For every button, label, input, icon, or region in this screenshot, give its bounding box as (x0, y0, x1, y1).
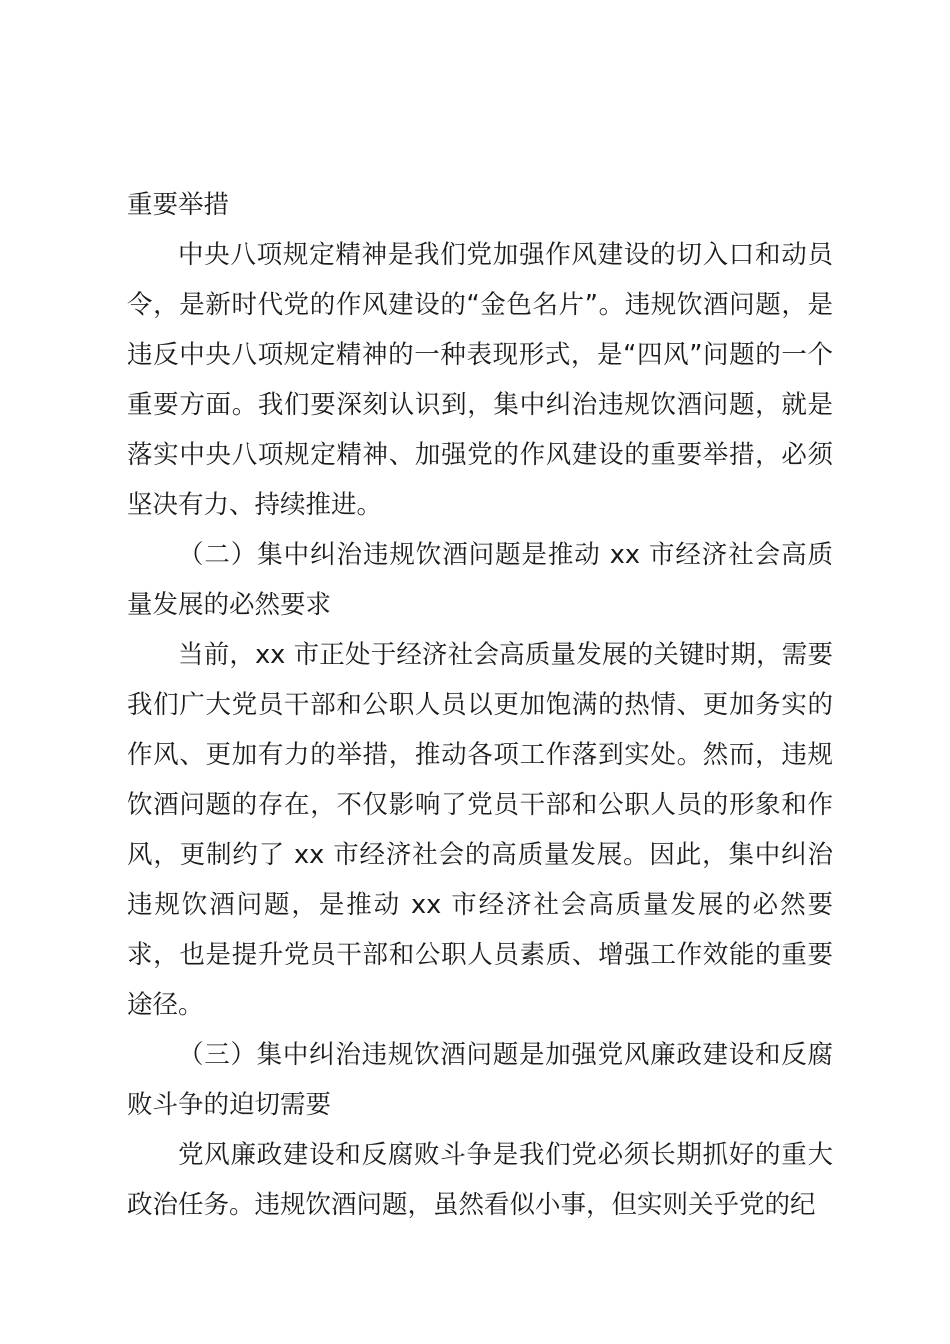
paragraph-body: 党风廉政建设和反腐败斗争是我们党必须长期抓好的重大政治任务。违规饮酒问题，虽然看似小事，但实则关乎党的纪 (127, 1140, 833, 1220)
document-body (127, 180, 833, 1230)
paragraph-continuation: 重要举措 (127, 190, 230, 220)
paragraph-body: 当前，xx 市正处于经济社会高质量发展的关键时期，需要我们广大党员干部和公职人员以更加饱满的热情、更加务实的作风、更加有力的举措，推动各项工作落到实处。然而，违规饮酒问题的存在，不仅影响了党员干部和公职人员的形象和作风，更制约了 xx 市经济社会的高质量发展。因此，集中纠治违规饮酒问题，是推动 xx 市经济社会高质量发展的必然要求，也是提升党员干部和公职人员素质、增强工作效能的重要途径。 (127, 640, 833, 1020)
section-heading-3: （三）集中纠治违规饮酒问题是加强党风廉政建设和反腐败斗争的迫切需要 (127, 1040, 833, 1120)
section-heading-2: （二）集中纠治违规饮酒问题是推动 xx 市经济社会高质量发展的必然要求 (127, 540, 833, 620)
paragraph-body: 中央八项规定精神是我们党加强作风建设的切入口和动员令，是新时代党的作风建设的“金色名片”。违规饮酒问题，是违反中央八项规定精神的一种表现形式，是“四风”问题的一个重要方面。我们要深刻认识到，集中纠治违规饮酒问题，就是落实中央八项规定精神、加强党的作风建设的重要举措，必须坚决有力、持续推进。 (127, 240, 833, 520)
